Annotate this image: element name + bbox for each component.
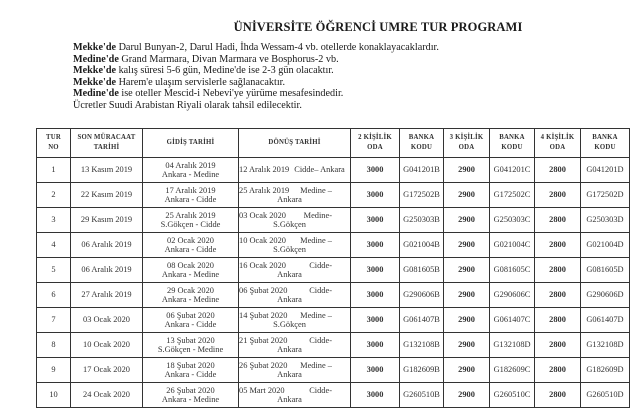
header-bank-code-double: BANKA KODU	[400, 129, 444, 158]
triple-room-price: 2900	[444, 233, 490, 258]
quad-room-price: 2800	[535, 158, 581, 183]
departure-route: Ankara - Cidde	[164, 370, 217, 379]
quad-room-price: 2800	[535, 208, 581, 233]
note-line	[73, 100, 439, 112]
info-notes	[73, 42, 439, 112]
note-city: Medine'de	[73, 88, 119, 100]
quad-room-price: 2800	[535, 358, 581, 383]
bank-code-double: G081605B	[400, 258, 444, 283]
tour-number: 7	[37, 308, 71, 333]
bank-code-quad: G260510D	[581, 383, 630, 408]
return-date: 06 Şubat 2020	[239, 285, 288, 295]
departure-cell	[143, 158, 239, 183]
tour-program-table	[36, 128, 630, 408]
return-date: 10 Ocak 2020	[239, 235, 286, 245]
departure-date: 02 Ocak 2020	[167, 235, 214, 245]
departure-route: Ankara - Cidde	[164, 195, 217, 204]
return-to: S.Gökçen	[273, 320, 306, 329]
departure-date: 06 Şubat 2020	[166, 310, 215, 320]
note-line	[73, 54, 439, 66]
quad-room-price: 2800	[535, 333, 581, 358]
triple-room-price: 2900	[444, 308, 490, 333]
return-from: Cidde-	[309, 335, 332, 345]
departure-cell	[143, 183, 239, 208]
return-from: Cidde– Ankara	[294, 165, 345, 175]
application-deadline: 17 Ocak 2020	[71, 358, 143, 383]
return-cell	[239, 233, 351, 258]
triple-room-price: 2900	[444, 283, 490, 308]
tour-number: 6	[37, 283, 71, 308]
note-line	[73, 88, 439, 100]
triple-room-price: 2900	[444, 383, 490, 408]
note-city: Mekke'de	[73, 65, 117, 77]
departure-route: S.Gökçen - Cidde	[160, 220, 221, 229]
return-to: S.Gökçen	[273, 245, 306, 254]
bank-code-double: G182609B	[400, 358, 444, 383]
note-text: Grand Marmara, Divan Marmara ve Bosphorus-2 vb.	[118, 53, 339, 65]
header-return: DÖNÜŞ TARİHİ	[239, 129, 351, 158]
return-cell	[239, 208, 351, 233]
note-line	[73, 65, 439, 77]
bank-code-quad: G132108D	[581, 333, 630, 358]
header-double-room: 2 KİŞİLİK ODA	[351, 129, 400, 158]
bank-code-quad: G250303D	[581, 208, 630, 233]
return-cell	[239, 383, 351, 408]
departure-cell	[143, 358, 239, 383]
departure-route: Ankara - Cidde	[164, 320, 217, 329]
return-cell	[239, 183, 351, 208]
bank-code-triple: G260510C	[490, 383, 535, 408]
return-date: 21 Şubat 2020	[239, 335, 288, 345]
quad-room-price: 2800	[535, 183, 581, 208]
return-date: 12 Aralık 2019	[239, 165, 290, 175]
return-cell	[239, 358, 351, 383]
note-city: Medine'de	[73, 53, 119, 65]
return-from: Medine –	[300, 310, 332, 320]
page-title: ÜNİVERSİTE ÖĞRENCİ UMRE TUR PROGRAMI	[233, 20, 523, 34]
bank-code-triple: G041201C	[490, 158, 535, 183]
quad-room-price: 2800	[535, 258, 581, 283]
departure-cell	[143, 233, 239, 258]
bank-code-quad: G021004D	[581, 233, 630, 258]
return-from: Cidde-	[309, 385, 332, 395]
note-text: Harem'e ulaşım servislerle sağlanacaktır.	[116, 76, 286, 88]
double-room-price: 3000	[351, 283, 400, 308]
application-deadline: 24 Ocak 2020	[71, 383, 143, 408]
tour-number: 5	[37, 258, 71, 283]
double-room-price: 3000	[351, 333, 400, 358]
tour-number: 2	[37, 183, 71, 208]
bank-code-double: G172502B	[400, 183, 444, 208]
bank-code-double: G260510B	[400, 383, 444, 408]
departure-route: Ankara - Cidde	[164, 245, 217, 254]
tour-number: 4	[37, 233, 71, 258]
return-cell	[239, 258, 351, 283]
bank-code-triple: G290606C	[490, 283, 535, 308]
triple-room-price: 2900	[444, 333, 490, 358]
note-text: ise oteller Mescid-i Nebevi'ye yürüme mesafesindedir.	[118, 88, 344, 100]
table-row	[37, 308, 630, 333]
bank-code-quad: G182609D	[581, 358, 630, 383]
table-row	[37, 233, 630, 258]
table-row	[37, 208, 630, 233]
quad-room-price: 2800	[535, 283, 581, 308]
bank-code-triple: G081605C	[490, 258, 535, 283]
return-cell	[239, 283, 351, 308]
table-row	[37, 383, 630, 408]
bank-code-double: G041201B	[400, 158, 444, 183]
header-deadline: SON MÜRACAAT TARİHİ	[71, 129, 143, 158]
return-from: Medine –	[300, 235, 332, 245]
bank-code-triple: G172502C	[490, 183, 535, 208]
departure-route: Ankara - Medine	[161, 170, 220, 179]
triple-room-price: 2900	[444, 358, 490, 383]
table-row	[37, 183, 630, 208]
table-row	[37, 333, 630, 358]
return-cell	[239, 308, 351, 333]
bank-code-double: G250303B	[400, 208, 444, 233]
application-deadline: 29 Kasım 2019	[71, 208, 143, 233]
return-to: Ankara	[277, 270, 302, 279]
quad-room-price: 2800	[535, 383, 581, 408]
header-quad-room: 4 KİŞİLİK ODA	[535, 129, 581, 158]
return-to: Ankara	[277, 295, 302, 304]
note-text: Darul Bunyan-2, Darul Hadi, İhda Wessam-4 vb. otellerde konaklayacaklardır.	[116, 42, 439, 53]
return-date: 26 Şubat 2020	[239, 360, 288, 370]
double-room-price: 3000	[351, 383, 400, 408]
double-room-price: 3000	[351, 258, 400, 283]
header-tur-no: TUR NO	[37, 129, 71, 158]
application-deadline: 06 Aralık 2019	[71, 233, 143, 258]
return-to: Ankara	[277, 395, 302, 404]
bank-code-quad: G290606D	[581, 283, 630, 308]
note-line	[73, 77, 439, 89]
double-room-price: 3000	[351, 358, 400, 383]
double-room-price: 3000	[351, 208, 400, 233]
return-to: Ankara	[277, 195, 302, 204]
bank-code-double: G021004B	[400, 233, 444, 258]
note-text: kalış süresi 5-6 gün, Medine'de ise 2-3 gün olacaktır.	[116, 65, 334, 77]
bank-code-quad: G081605D	[581, 258, 630, 283]
header-departure: GİDİŞ TARİHİ	[143, 129, 239, 158]
tour-number: 8	[37, 333, 71, 358]
return-to: S.Gökçen	[273, 220, 306, 229]
departure-date: 17 Aralık 2019	[165, 185, 216, 195]
note-city: Mekke'de	[73, 76, 117, 88]
return-from: Medine –	[300, 360, 332, 370]
departure-route: Ankara - Medine	[161, 270, 220, 279]
departure-date: 13 Şubat 2020	[166, 335, 215, 345]
return-cell	[239, 158, 351, 183]
triple-room-price: 2900	[444, 158, 490, 183]
double-room-price: 3000	[351, 158, 400, 183]
bank-code-quad: G172502D	[581, 183, 630, 208]
header-bank-code-triple: BANKA KODU	[490, 129, 535, 158]
departure-date: 08 Ocak 2020	[167, 260, 214, 270]
return-cell	[239, 333, 351, 358]
departure-cell	[143, 283, 239, 308]
application-deadline: 13 Kasım 2019	[71, 158, 143, 183]
triple-room-price: 2900	[444, 258, 490, 283]
return-to: Ankara	[277, 345, 302, 354]
departure-route: Ankara - Medine	[161, 295, 220, 304]
header-bank-code-quad: BANKA KODU	[581, 129, 630, 158]
bank-code-triple: G021004C	[490, 233, 535, 258]
application-deadline: 27 Aralık 2019	[71, 283, 143, 308]
departure-date: 29 Ocak 2020	[167, 285, 214, 295]
return-date: 03 Ocak 2020	[239, 210, 286, 220]
tour-number: 1	[37, 158, 71, 183]
departure-date: 25 Aralık 2019	[165, 210, 216, 220]
bank-code-double: G061407B	[400, 308, 444, 333]
bank-code-triple: G132108D	[490, 333, 535, 358]
return-date: 25 Aralık 2019	[239, 185, 290, 195]
return-date: 16 Ocak 2020	[239, 260, 286, 270]
return-from: Medine –	[300, 185, 332, 195]
departure-date: 26 Şubat 2020	[166, 385, 215, 395]
return-date: 05 Mart 2020	[239, 385, 285, 395]
tour-number: 10	[37, 383, 71, 408]
double-room-price: 3000	[351, 308, 400, 333]
bank-code-double: G132108B	[400, 333, 444, 358]
return-from: Medine-	[303, 210, 332, 220]
return-to: Ankara	[277, 370, 302, 379]
return-from: Cidde-	[309, 285, 332, 295]
header-triple-room: 3 KİŞİLİK ODA	[444, 129, 490, 158]
note-text: Ücretler Suudi Arabistan Riyali olarak tahsil edilecektir.	[73, 99, 302, 111]
application-deadline: 10 Ocak 2020	[71, 333, 143, 358]
bank-code-triple: G061407C	[490, 308, 535, 333]
table-row	[37, 358, 630, 383]
quad-room-price: 2800	[535, 233, 581, 258]
header-row	[37, 129, 630, 158]
triple-room-price: 2900	[444, 208, 490, 233]
return-from: Cidde-	[309, 260, 332, 270]
bank-code-triple: G182609C	[490, 358, 535, 383]
return-date: 14 Şubat 2020	[239, 310, 288, 320]
tour-number: 9	[37, 358, 71, 383]
double-room-price: 3000	[351, 183, 400, 208]
departure-cell	[143, 308, 239, 333]
application-deadline: 03 Ocak 2020	[71, 308, 143, 333]
departure-cell	[143, 208, 239, 233]
double-room-price: 3000	[351, 233, 400, 258]
bank-code-quad: G061407D	[581, 308, 630, 333]
bank-code-double: G290606B	[400, 283, 444, 308]
tour-number: 3	[37, 208, 71, 233]
departure-cell	[143, 333, 239, 358]
bank-code-quad: G041201D	[581, 158, 630, 183]
triple-room-price: 2900	[444, 183, 490, 208]
application-deadline: 22 Kasım 2019	[71, 183, 143, 208]
departure-date: 18 Şubat 2020	[166, 360, 215, 370]
table-row	[37, 158, 630, 183]
quad-room-price: 2800	[535, 308, 581, 333]
departure-cell	[143, 258, 239, 283]
note-line	[73, 42, 439, 54]
table-row	[37, 258, 630, 283]
application-deadline: 06 Aralık 2019	[71, 258, 143, 283]
departure-route: S.Gökçen - Medine	[157, 345, 224, 354]
bank-code-triple: G250303C	[490, 208, 535, 233]
departure-cell	[143, 383, 239, 408]
note-city: Mekke'de	[73, 42, 117, 53]
table-row	[37, 283, 630, 308]
departure-date: 04 Aralık 2019	[165, 160, 216, 170]
departure-route: Ankara - Medine	[161, 395, 220, 404]
